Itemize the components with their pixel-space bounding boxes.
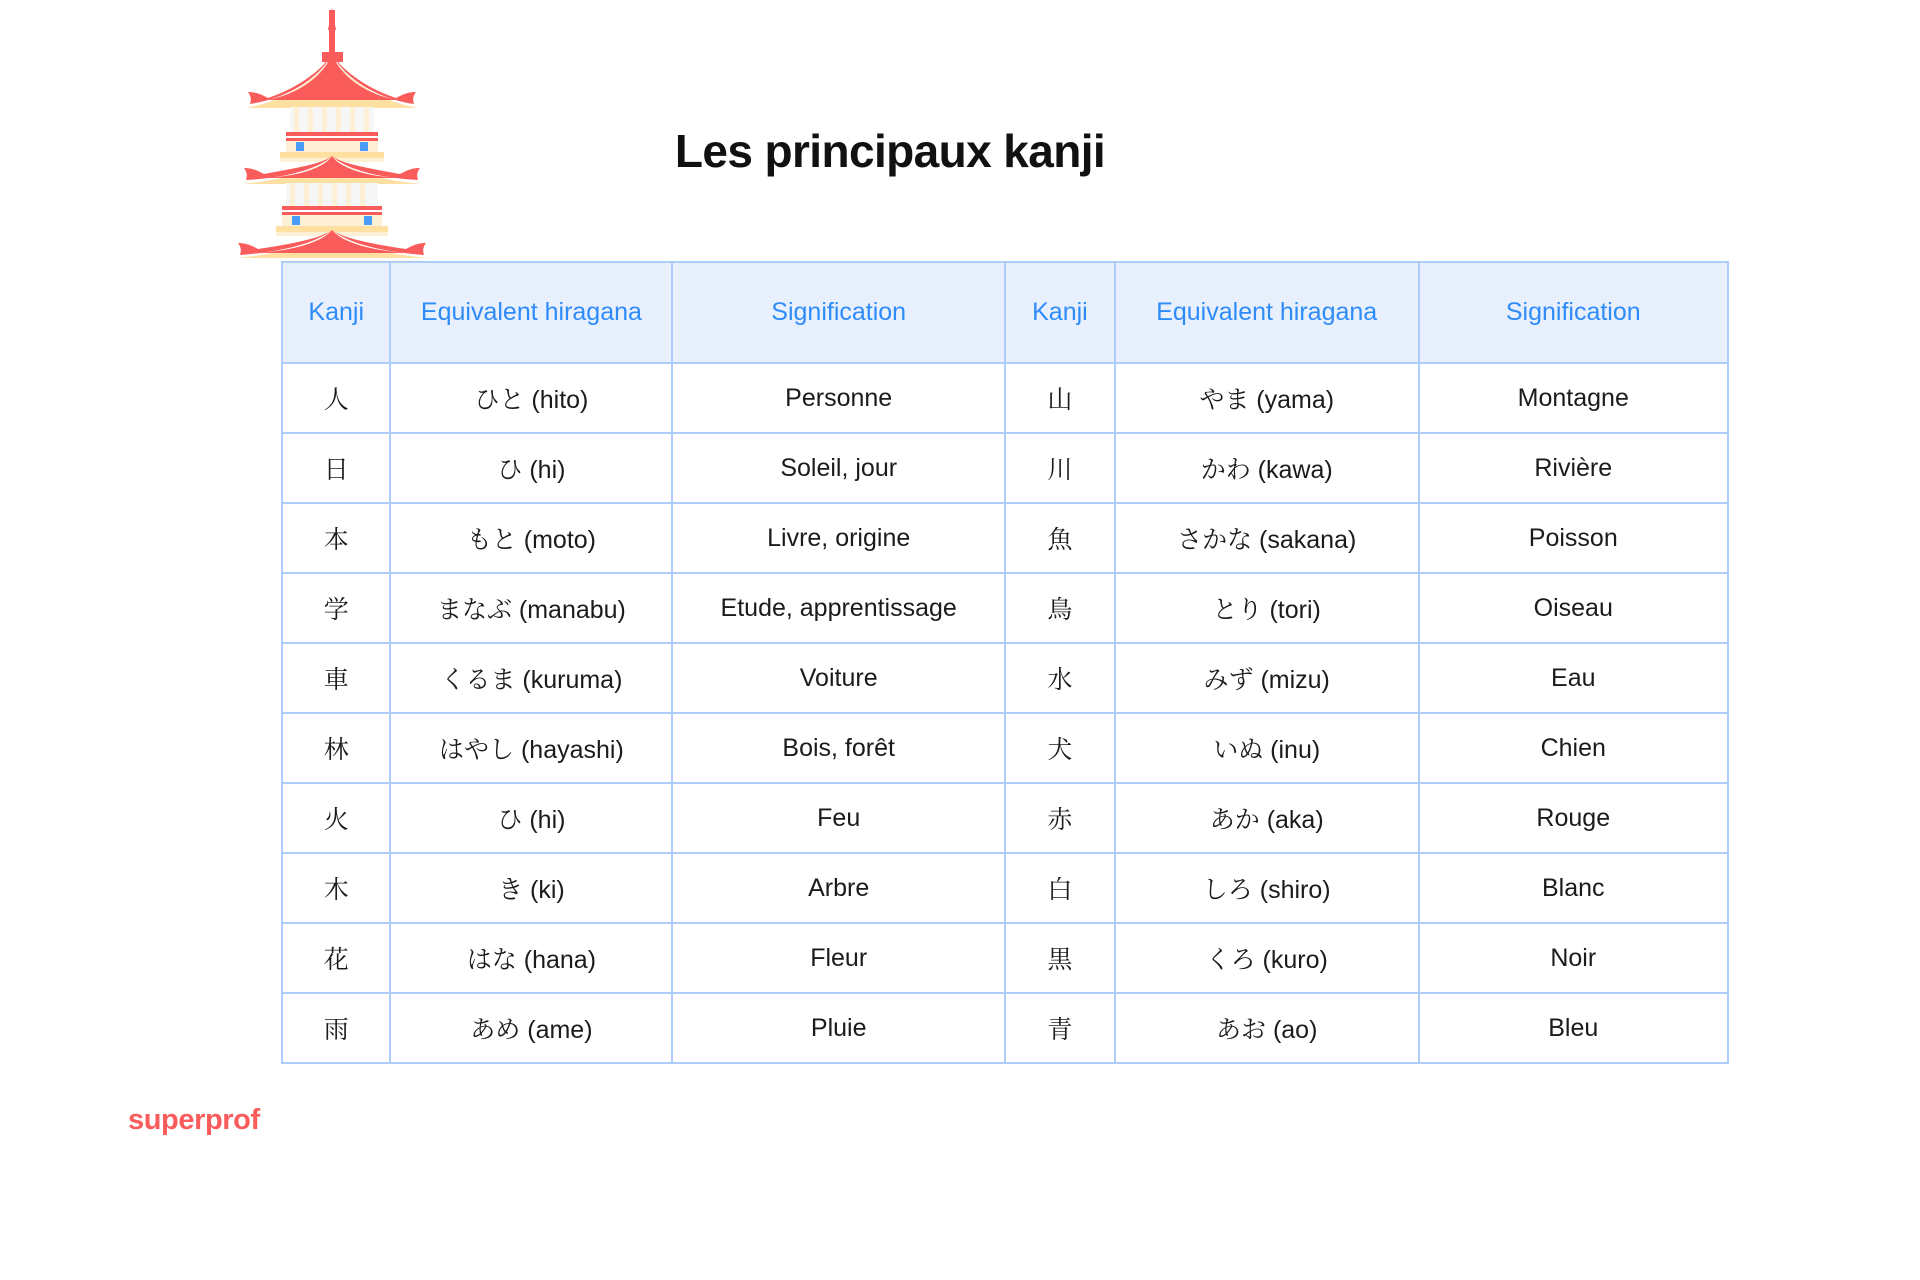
cell-meaning-right: Rivière [1419, 433, 1728, 503]
cell-meaning-right: Blanc [1419, 853, 1728, 923]
cell-hiragana-right: いぬ (inu) [1115, 713, 1419, 783]
page-title [0, 125, 1920, 177]
column-header-kanji-right: Kanji [1005, 262, 1115, 363]
cell-kanji-left: 人 [282, 363, 390, 433]
column-header-hiragana-left: Equivalent hiragana [390, 262, 672, 363]
cell-kanji-left: 雨 [282, 993, 390, 1063]
cell-meaning-right: Rouge [1419, 783, 1728, 853]
cell-kanji-left: 本 [282, 503, 390, 573]
cell-hiragana-left: もと (moto) [390, 503, 672, 573]
superprof-logo: superprof [128, 1104, 260, 1136]
table-row [282, 643, 1728, 713]
table-row [282, 713, 1728, 783]
cell-kanji-left: 花 [282, 923, 390, 993]
cell-kanji-right: 白 [1005, 853, 1115, 923]
page-title-text: Les principaux kanji [674, 125, 1106, 177]
table-body [282, 363, 1728, 1063]
cell-meaning-left: Soleil, jour [672, 433, 1005, 503]
cell-meaning-right: Eau [1419, 643, 1728, 713]
table-row [282, 573, 1728, 643]
kanji-table [281, 261, 1729, 1064]
cell-hiragana-left: ひ (hi) [390, 783, 672, 853]
cell-hiragana-left: ひ (hi) [390, 433, 672, 503]
cell-meaning-right: Bleu [1419, 993, 1728, 1063]
cell-hiragana-left: はな (hana) [390, 923, 672, 993]
column-header-kanji-left: Kanji [282, 262, 390, 363]
column-header-meaning-right: Signification [1419, 262, 1728, 363]
cell-kanji-right: 鳥 [1005, 573, 1115, 643]
cell-hiragana-left: くるま (kuruma) [390, 643, 672, 713]
cell-hiragana-left: ひと (hito) [390, 363, 672, 433]
cell-meaning-left: Arbre [672, 853, 1005, 923]
table-row [282, 363, 1728, 433]
column-header-meaning-left: Signification [672, 262, 1005, 363]
cell-hiragana-left: まなぶ (manabu) [390, 573, 672, 643]
cell-hiragana-right: みず (mizu) [1115, 643, 1419, 713]
cell-meaning-left: Feu [672, 783, 1005, 853]
cell-meaning-right: Oiseau [1419, 573, 1728, 643]
cell-hiragana-right: あお (ao) [1115, 993, 1419, 1063]
cell-kanji-left: 火 [282, 783, 390, 853]
kanji-table-container [281, 261, 1729, 1064]
cell-hiragana-right: さかな (sakana) [1115, 503, 1419, 573]
cell-meaning-left: Voiture [672, 643, 1005, 713]
cell-meaning-right: Chien [1419, 713, 1728, 783]
cell-kanji-right: 水 [1005, 643, 1115, 713]
cell-kanji-left: 車 [282, 643, 390, 713]
cell-meaning-left: Livre, origine [672, 503, 1005, 573]
table-row [282, 433, 1728, 503]
table-row [282, 503, 1728, 573]
cell-kanji-left: 林 [282, 713, 390, 783]
cell-hiragana-right: しろ (shiro) [1115, 853, 1419, 923]
cell-kanji-right: 魚 [1005, 503, 1115, 573]
cell-meaning-left: Personne [672, 363, 1005, 433]
cell-hiragana-left: き (ki) [390, 853, 672, 923]
cell-hiragana-right: かわ (kawa) [1115, 433, 1419, 503]
cell-hiragana-left: あめ (ame) [390, 993, 672, 1063]
cell-kanji-right: 山 [1005, 363, 1115, 433]
cell-hiragana-left: はやし (hayashi) [390, 713, 672, 783]
cell-meaning-left: Fleur [672, 923, 1005, 993]
cell-hiragana-right: やま (yama) [1115, 363, 1419, 433]
cell-kanji-right: 赤 [1005, 783, 1115, 853]
table-header-row [282, 262, 1728, 363]
cell-kanji-right: 犬 [1005, 713, 1115, 783]
cell-meaning-left: Pluie [672, 993, 1005, 1063]
cell-kanji-left: 木 [282, 853, 390, 923]
cell-meaning-right: Montagne [1419, 363, 1728, 433]
cell-kanji-right: 青 [1005, 993, 1115, 1063]
table-row [282, 853, 1728, 923]
cell-kanji-right: 川 [1005, 433, 1115, 503]
column-header-hiragana-right: Equivalent hiragana [1115, 262, 1419, 363]
cell-kanji-right: 黒 [1005, 923, 1115, 993]
cell-hiragana-right: くろ (kuro) [1115, 923, 1419, 993]
table-row [282, 993, 1728, 1063]
cell-meaning-right: Noir [1419, 923, 1728, 993]
cell-meaning-left: Etude, apprentissage [672, 573, 1005, 643]
table-row [282, 923, 1728, 993]
cell-hiragana-right: とり (tori) [1115, 573, 1419, 643]
cell-hiragana-right: あか (aka) [1115, 783, 1419, 853]
cell-meaning-left: Bois, forêt [672, 713, 1005, 783]
table-header [282, 262, 1728, 363]
cell-kanji-left: 日 [282, 433, 390, 503]
table-row [282, 783, 1728, 853]
cell-meaning-right: Poisson [1419, 503, 1728, 573]
cell-kanji-left: 学 [282, 573, 390, 643]
